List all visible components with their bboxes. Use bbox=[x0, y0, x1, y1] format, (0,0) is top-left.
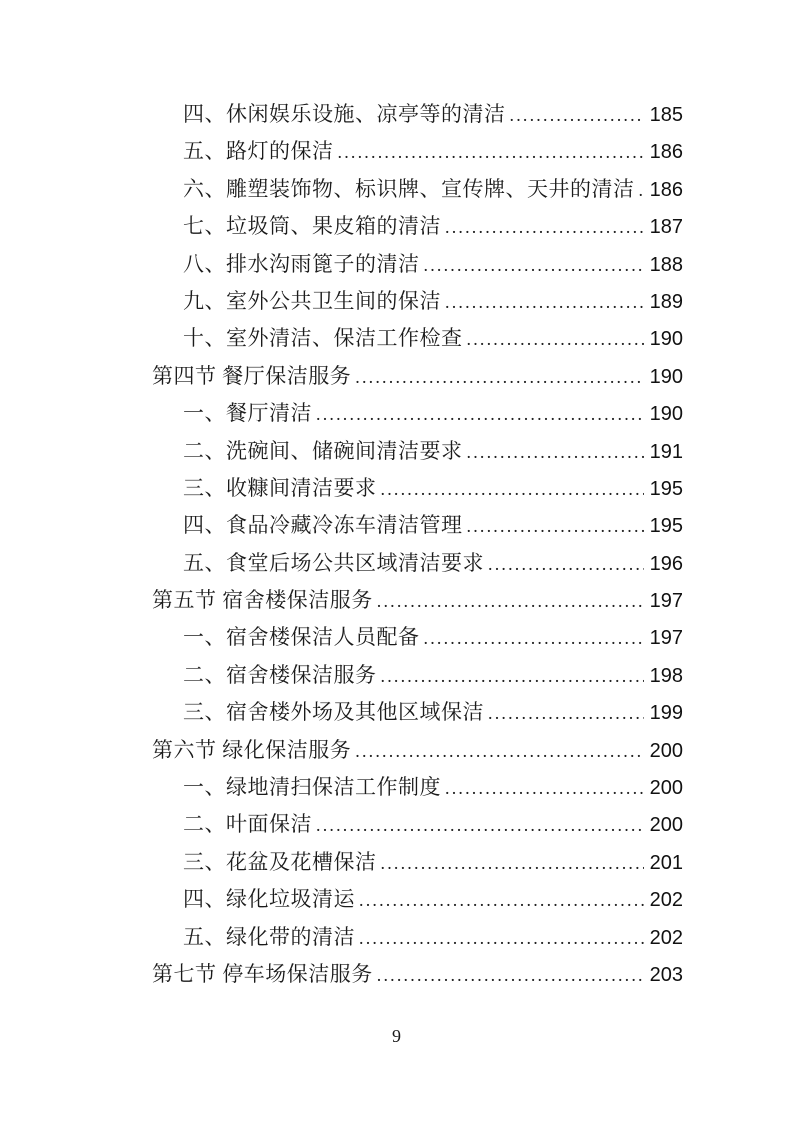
toc-entry[interactable] bbox=[152, 285, 683, 322]
toc-entry-page: 188 bbox=[649, 253, 683, 276]
toc-entry-label: 二、叶面保洁 bbox=[183, 812, 312, 837]
dot-leader bbox=[445, 214, 644, 239]
toc-entry[interactable] bbox=[152, 210, 683, 247]
toc-entry-label: 五、路灯的保洁 bbox=[183, 139, 334, 164]
toc-entry-page: 186 bbox=[649, 141, 683, 164]
toc-entry-label: 第五节 宿舍楼保洁服务 bbox=[152, 588, 373, 613]
toc-entry-page: 200 bbox=[649, 777, 683, 800]
toc-entry-label: 一、绿地清扫保洁工作制度 bbox=[183, 775, 441, 800]
toc-entry-label: 五、绿化带的清洁 bbox=[183, 924, 355, 949]
toc-entry[interactable] bbox=[152, 98, 683, 135]
toc-entry-page: 200 bbox=[649, 739, 683, 762]
toc-entry-label: 五、食堂后场公共区域清洁要求 bbox=[183, 550, 484, 575]
toc-entry-label: 八、排水沟雨篦子的清洁 bbox=[183, 251, 420, 276]
toc-entry[interactable] bbox=[152, 734, 683, 771]
toc-entry[interactable] bbox=[152, 958, 683, 995]
toc-entry-label: 第七节 停车场保洁服务 bbox=[152, 961, 373, 986]
dot-leader bbox=[338, 139, 645, 164]
dot-leader bbox=[639, 177, 645, 202]
toc-entry[interactable] bbox=[152, 584, 683, 621]
toc-entry-label: 四、绿化垃圾清运 bbox=[183, 887, 355, 912]
toc-entry[interactable] bbox=[152, 509, 683, 546]
toc-entry-page: 200 bbox=[649, 814, 683, 837]
dot-leader bbox=[467, 326, 645, 351]
toc-entry-page: 197 bbox=[649, 590, 683, 613]
toc-entry-page: 203 bbox=[649, 963, 683, 986]
toc-entry-page: 190 bbox=[649, 365, 683, 388]
dot-leader bbox=[445, 289, 644, 314]
toc-entry[interactable] bbox=[152, 322, 683, 359]
dot-leader bbox=[355, 738, 644, 763]
toc-entry-label: 三、收糠间清洁要求 bbox=[183, 475, 377, 500]
toc-entry-page: 190 bbox=[649, 328, 683, 351]
dot-leader bbox=[377, 962, 644, 987]
dot-leader bbox=[424, 625, 645, 650]
dot-leader bbox=[316, 812, 644, 837]
dot-leader bbox=[316, 401, 644, 426]
toc-entry-page: 187 bbox=[649, 216, 683, 239]
footer-page-number: 9 bbox=[392, 1026, 401, 1046]
toc-entry-page: 201 bbox=[649, 851, 683, 874]
dot-leader bbox=[488, 700, 644, 725]
toc-entry-label: 七、垃圾筒、果皮箱的清洁 bbox=[183, 214, 441, 239]
toc-entry-label: 第六节 绿化保洁服务 bbox=[152, 737, 352, 762]
dot-leader bbox=[359, 887, 644, 912]
toc-entry[interactable] bbox=[152, 621, 683, 658]
toc-entry[interactable] bbox=[152, 921, 683, 958]
toc-entry-page: 195 bbox=[649, 515, 683, 538]
toc-entry-label: 一、餐厅清洁 bbox=[183, 401, 312, 426]
toc-entry[interactable] bbox=[152, 397, 683, 434]
toc-entry-label: 三、花盆及花槽保洁 bbox=[183, 849, 377, 874]
toc-entry[interactable] bbox=[152, 771, 683, 808]
toc-list bbox=[152, 98, 683, 995]
toc-entry-page: 186 bbox=[649, 178, 683, 201]
dot-leader bbox=[424, 252, 645, 277]
toc-entry-label: 四、食品冷藏冷冻车清洁管理 bbox=[183, 513, 463, 538]
toc-entry[interactable] bbox=[152, 472, 683, 509]
toc-entry-label: 二、洗碗间、储碗间清洁要求 bbox=[183, 438, 463, 463]
toc-entry-label: 二、宿舍楼保洁服务 bbox=[183, 662, 377, 687]
toc-entry-label: 一、宿舍楼保洁人员配备 bbox=[183, 625, 420, 650]
toc-entry[interactable] bbox=[152, 883, 683, 920]
toc-entry-label: 四、休闲娱乐设施、凉亭等的清洁 bbox=[183, 102, 506, 126]
dot-leader bbox=[355, 364, 644, 389]
dot-leader bbox=[467, 513, 645, 538]
toc-entry-page: 196 bbox=[649, 552, 683, 575]
dot-leader bbox=[381, 663, 645, 688]
toc-entry-label: 三、宿舍楼外场及其他区域保洁 bbox=[183, 700, 484, 725]
toc-entry[interactable] bbox=[152, 547, 683, 584]
dot-leader bbox=[488, 551, 644, 576]
toc-entry[interactable] bbox=[152, 173, 683, 210]
toc-entry[interactable] bbox=[152, 435, 683, 472]
dot-leader bbox=[510, 102, 645, 127]
toc-entry-label: 六、雕塑装饰物、标识牌、宣传牌、天井的清洁 bbox=[183, 176, 635, 201]
toc-entry[interactable] bbox=[152, 846, 683, 883]
toc-entry-page: 197 bbox=[649, 627, 683, 650]
toc-entry-page: 199 bbox=[649, 702, 683, 725]
dot-leader bbox=[381, 850, 645, 875]
toc-entry-page: 191 bbox=[649, 440, 683, 463]
toc-entry-page: 190 bbox=[649, 403, 683, 426]
toc-entry-label: 九、室外公共卫生间的保洁 bbox=[183, 288, 441, 313]
toc-entry[interactable] bbox=[152, 135, 683, 172]
toc-entry-page: 202 bbox=[649, 926, 683, 949]
toc-entry-page: 195 bbox=[649, 477, 683, 500]
dot-leader bbox=[445, 775, 644, 800]
toc-entry[interactable] bbox=[152, 659, 683, 696]
toc-entry-page: 198 bbox=[649, 664, 683, 687]
toc-entry[interactable] bbox=[152, 360, 683, 397]
toc-entry-page: 202 bbox=[649, 889, 683, 912]
dot-leader bbox=[359, 925, 644, 950]
toc-entry[interactable] bbox=[152, 696, 683, 733]
dot-leader bbox=[467, 439, 645, 464]
toc-entry[interactable] bbox=[152, 248, 683, 285]
dot-leader bbox=[377, 588, 644, 613]
toc-entry-label: 第四节 餐厅保洁服务 bbox=[152, 363, 352, 388]
dot-leader bbox=[381, 476, 645, 501]
toc-entry-label: 十、室外清洁、保洁工作检查 bbox=[183, 326, 463, 351]
toc-entry-page: 185 bbox=[649, 104, 683, 126]
toc-entry-page: 189 bbox=[649, 290, 683, 313]
toc-entry[interactable] bbox=[152, 808, 683, 845]
